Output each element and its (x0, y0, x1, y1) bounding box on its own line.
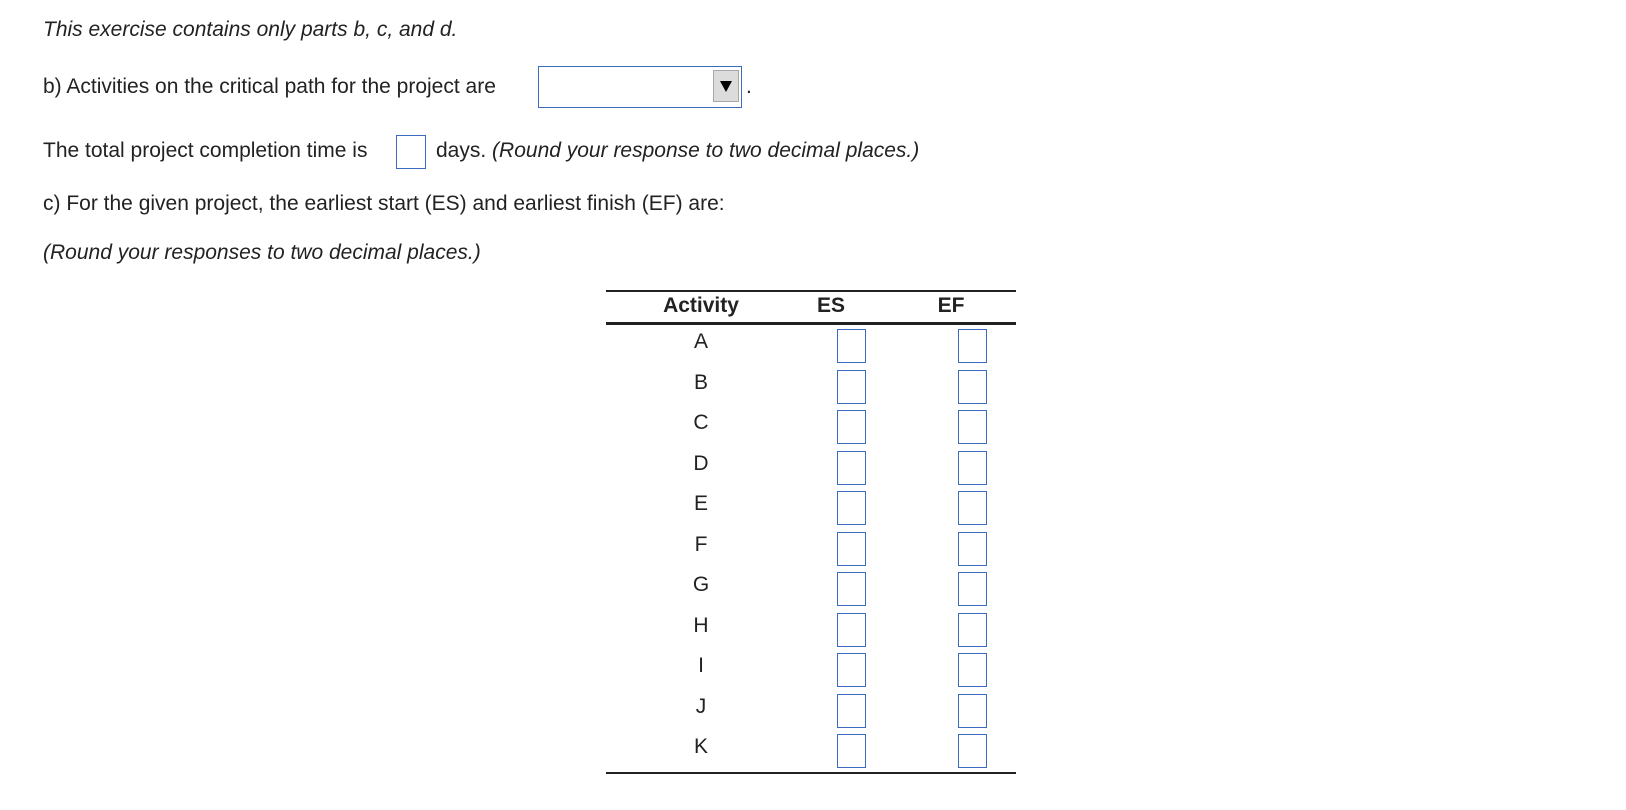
part-b-label: b) Activities on the critical path for the project are (43, 75, 496, 98)
ef-input[interactable] (958, 734, 987, 768)
ef-input[interactable] (958, 410, 987, 444)
activity-label: H (693, 613, 709, 637)
table-top-rule (606, 290, 1016, 292)
table-row (606, 326, 1016, 367)
table-row (606, 448, 1016, 489)
ef-input[interactable] (958, 653, 987, 687)
ef-input[interactable] (958, 491, 987, 525)
header-ef: EF (937, 294, 965, 317)
table-row (606, 691, 1016, 732)
total-time-input[interactable] (396, 135, 426, 169)
es-input[interactable] (837, 572, 866, 606)
ef-input[interactable] (958, 451, 987, 485)
table-row (606, 731, 1016, 772)
es-input[interactable] (837, 329, 866, 363)
dropdown-arrow-button[interactable] (713, 70, 739, 102)
activity-label: I (698, 654, 704, 677)
es-input[interactable] (837, 694, 866, 728)
part-c-label: c) For the given project, the earliest start (ES) and earliest finish (EF) are: (43, 192, 725, 215)
table-row (606, 488, 1016, 529)
es-input[interactable] (837, 532, 866, 566)
part-b-period: . (746, 75, 752, 98)
activity-label: B (693, 370, 708, 394)
total-time-round-note: (Round your response to two decimal places.) (492, 139, 920, 162)
table-row (606, 407, 1016, 448)
activity-label: G (692, 573, 710, 596)
es-input[interactable] (837, 653, 866, 687)
part-c-round-note: (Round your responses to two decimal places.) (43, 241, 481, 264)
activity-label: D (693, 451, 709, 475)
table-row (606, 610, 1016, 651)
critical-path-dropdown[interactable] (538, 66, 742, 108)
table-row (606, 569, 1016, 610)
intro-text: This exercise contains only parts b, c, and d. (43, 18, 458, 41)
table-bottom-rule (606, 772, 1016, 774)
ef-input[interactable] (958, 370, 987, 404)
activity-label: A (693, 330, 708, 353)
table-row (606, 529, 1016, 570)
header-activity: Activity (663, 294, 739, 317)
es-input[interactable] (837, 491, 866, 525)
total-time-suffix-line (436, 139, 919, 163)
total-time-units: days. (436, 139, 487, 162)
total-time-prefix: The total project completion time is (43, 139, 368, 162)
es-input[interactable] (837, 613, 866, 647)
es-input[interactable] (837, 370, 866, 404)
es-input[interactable] (837, 734, 866, 768)
ef-input[interactable] (958, 694, 987, 728)
header-es: ES (816, 294, 845, 317)
table-row (606, 650, 1016, 691)
ef-input[interactable] (958, 329, 987, 363)
es-input[interactable] (837, 451, 866, 485)
ef-input[interactable] (958, 572, 987, 606)
ef-input[interactable] (958, 532, 987, 566)
es-input[interactable] (837, 410, 866, 444)
ef-input[interactable] (958, 613, 987, 647)
table-header-rule (606, 322, 1016, 325)
activity-label: C (693, 411, 709, 434)
activity-label: F (694, 532, 708, 556)
activity-label: J (695, 694, 707, 718)
table-row (606, 367, 1016, 408)
activity-label: E (693, 492, 708, 515)
triangle-down-icon (719, 79, 733, 93)
activity-label: K (693, 735, 708, 758)
